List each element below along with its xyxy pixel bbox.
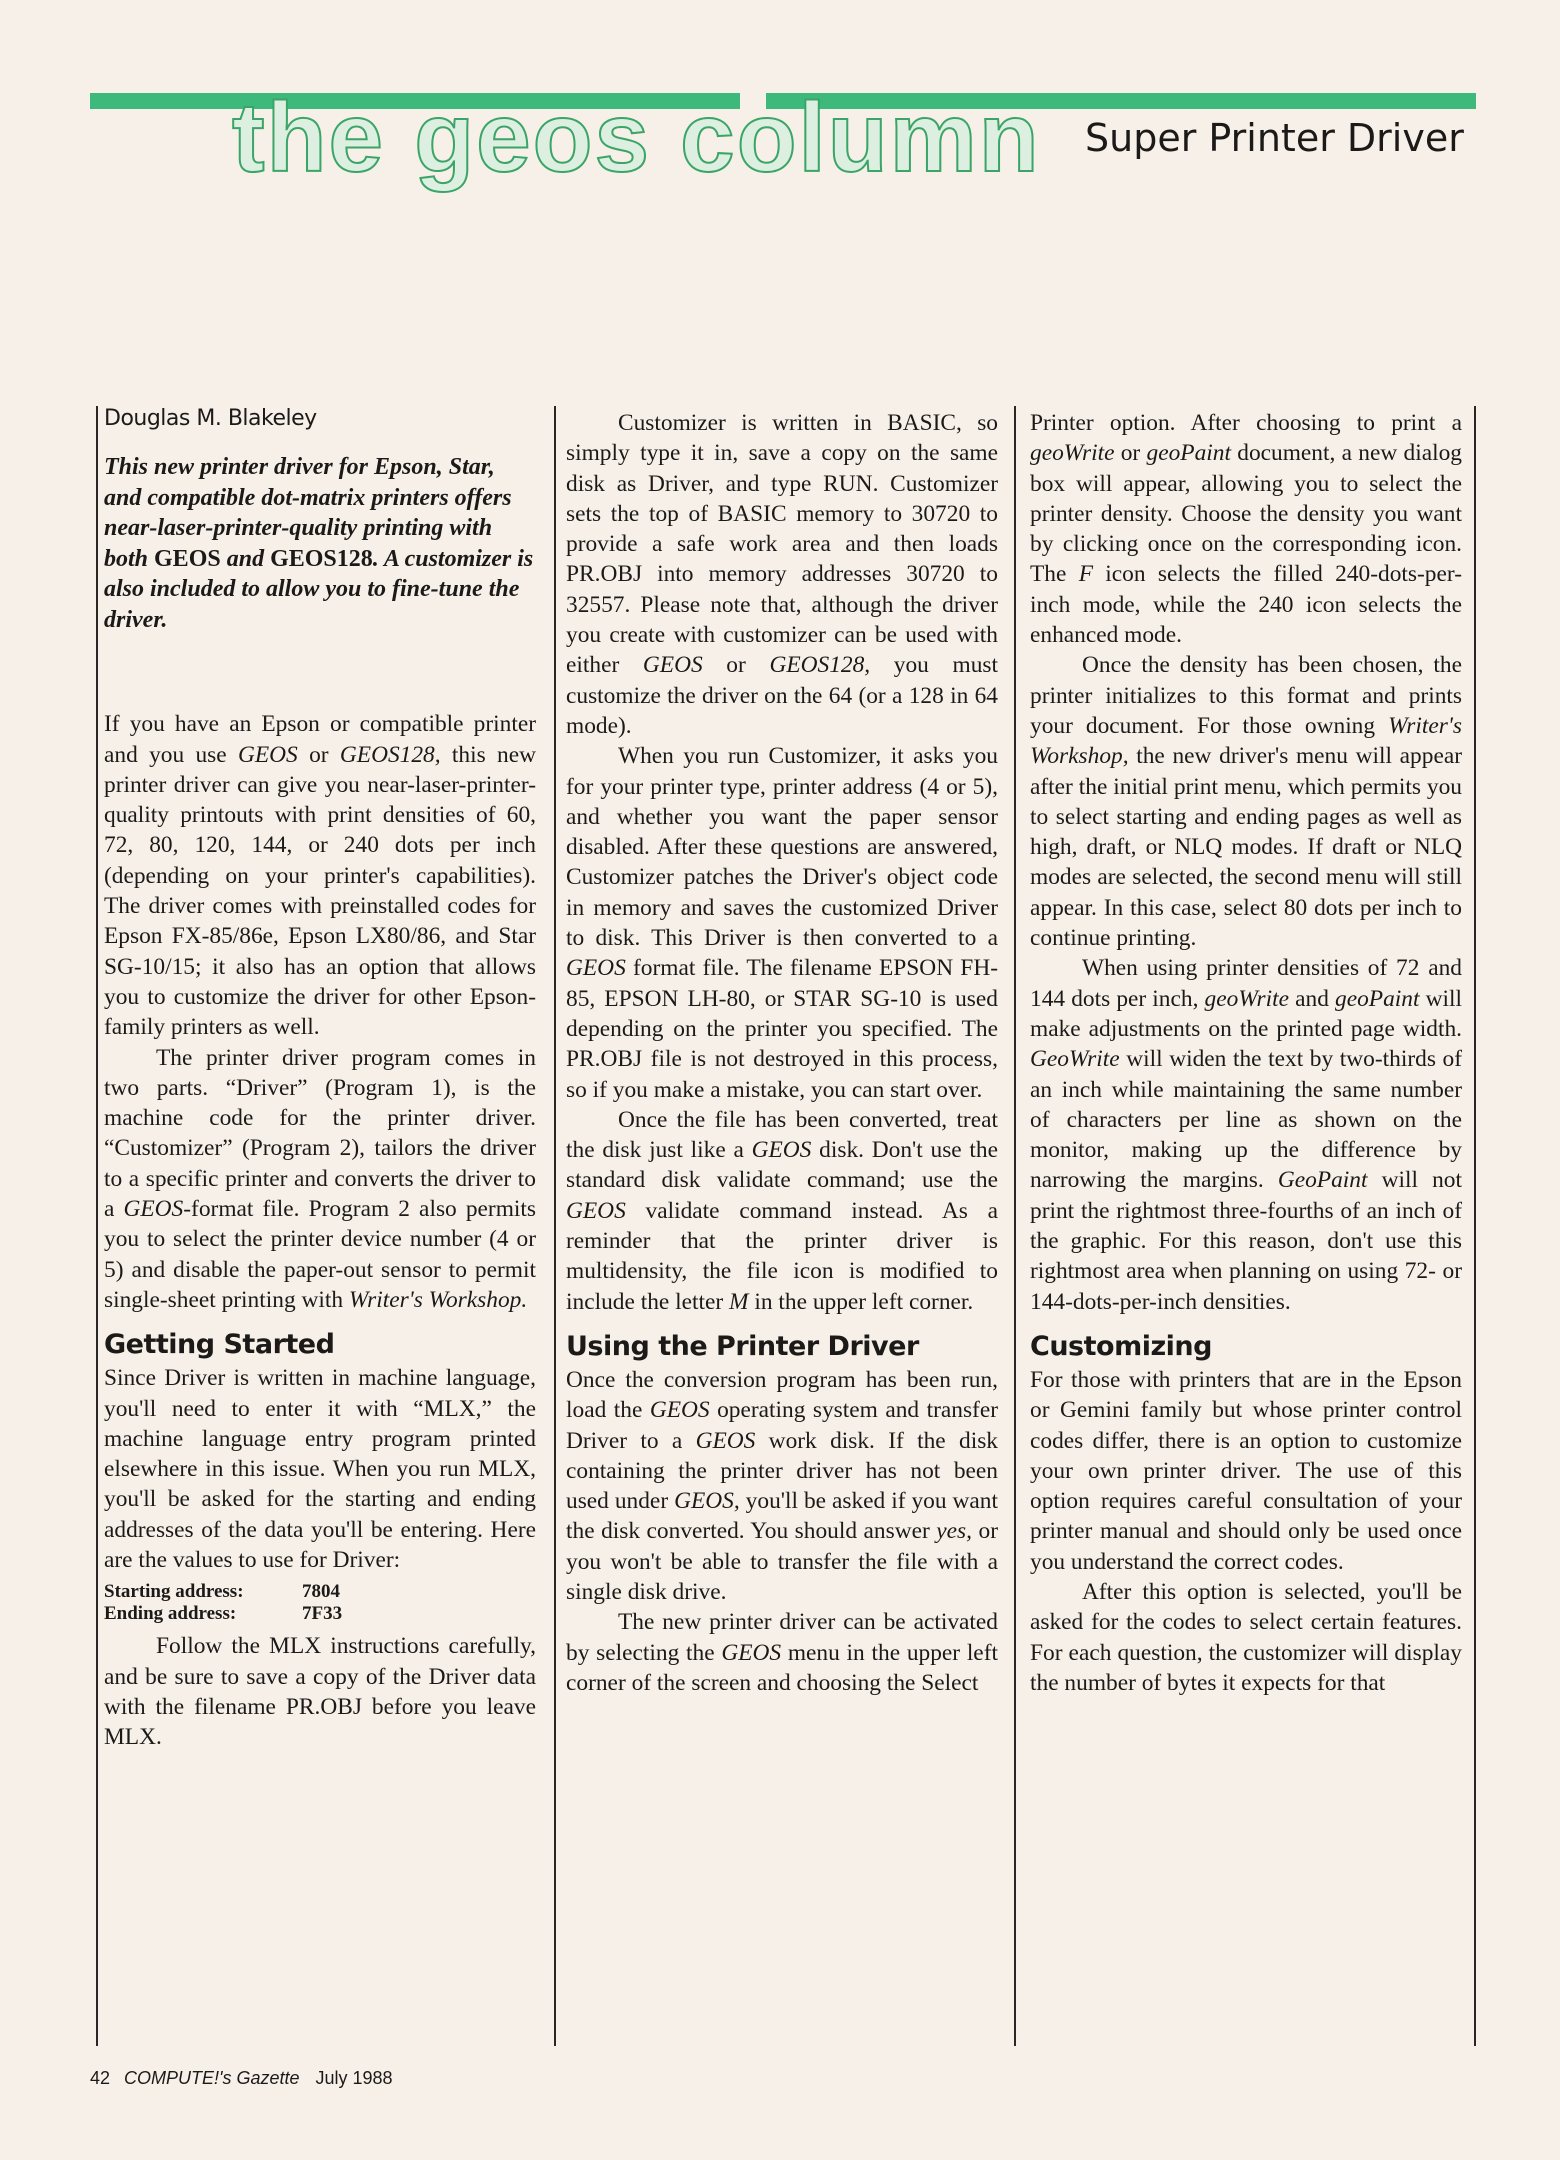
text-run: geoWrite xyxy=(1204,985,1289,1012)
text-run: GeoWrite xyxy=(1030,1046,1120,1073)
text-run: this new printer driver can give you near-laser-printer-quality printouts with print densities of 60, 72, 80, 120, 144, or 240 dots per inch (depending on your printer's capabilities). The driver comes with preinstalled codes for Epson FX-85/86e, Epson LX80/86, and Star SG-10/15; it also has an option that allows you to customize the driver for other Epson-family printers as well. xyxy=(104,741,536,1041)
text-run: . A customizer is also included to allow you to fine-tune the driver. xyxy=(104,545,534,633)
address-label: Starting address: xyxy=(104,1581,244,1603)
text-run: -format file. Program 2 also permits you to select the printer device number (4 or 5) and disable the paper-out sensor to permit single-sheet printing with xyxy=(104,1196,536,1313)
text-run: If you have an Epson or compatible printer and you use xyxy=(104,711,536,768)
address-label: Ending address: xyxy=(104,1603,237,1625)
paragraph xyxy=(104,1363,536,1575)
paragraph xyxy=(566,741,998,1105)
text-run: GEOS xyxy=(721,1639,782,1666)
text-run: will make adjustments on the printed page width. xyxy=(1030,985,1462,1042)
address-row xyxy=(104,1581,536,1603)
section-heading: Customizing xyxy=(1030,1330,1212,1362)
text-run: Once the file has been converted, treat the disk just like a xyxy=(566,1106,998,1164)
column-title: the geos column xyxy=(232,82,1041,192)
text-run: or xyxy=(297,741,340,768)
page-footer xyxy=(90,2068,393,2089)
text-run: in the upper left corner. xyxy=(748,1288,974,1315)
text-run: For those with printers that are in the Epson or Gemini family but whose printer control codes differ, there is an option to customize your own printer driver. The use of this option requires careful consultation of your printer manual and should only be used once you understand the correct codes. xyxy=(1030,1366,1462,1575)
text-run: will widen the text by two-thirds of an inch while maintaining the same number of characters per line as shown on the monitor, making up the difference by narrowing the margins. xyxy=(1030,1046,1462,1194)
text-run: GEOS xyxy=(649,1397,710,1424)
text-run: or xyxy=(702,652,770,679)
section-heading: Getting Started xyxy=(104,1329,335,1361)
text-run: GEOS xyxy=(751,1137,812,1164)
address-value: 7F33 xyxy=(302,1603,343,1625)
column-rule-right xyxy=(1474,406,1476,2046)
text-run: When you run Customizer, it asks you for your printer type, printer address (4 or 5), and whether you want the paper sensor disabled. After these questions are answered, Customizer patches the Driver's object code in memory and saves the customized Driver to disk. This Driver is then converted to a xyxy=(566,743,998,952)
text-run: After this option is selected, you'll be asked for the codes to select certain features. For each question, the customizer will display the number of bytes it expects for that xyxy=(1030,1578,1462,1696)
text-run: geoWrite xyxy=(1030,440,1115,467)
paragraph xyxy=(566,1607,998,1698)
text-run: This new printer driver for Epson, Star, and compatible dot-matrix printers offers near-laser-printer-quality printing with both xyxy=(104,454,512,572)
text-run: work disk. If the disk containing the printer driver has not been used under xyxy=(566,1427,998,1515)
text-run: you must customize the driver on the 64 (or a 128 in 64 mode). xyxy=(566,652,998,739)
text-run: validate command instead. As a reminder that the printer driver is multidensity, the file icon is modified to include the letter xyxy=(566,1197,998,1315)
text-run: M xyxy=(729,1288,749,1315)
paragraph xyxy=(566,1365,998,1607)
paragraph xyxy=(104,1631,536,1752)
column-3 xyxy=(1030,408,1462,1698)
address-value: 7804 xyxy=(302,1581,340,1603)
text-run: icon selects the filled 240-dots-per-inch mode, while the 240 icon selects the enhanced mode. xyxy=(1030,561,1462,649)
text-run: GEOS xyxy=(237,741,298,768)
paragraph xyxy=(1030,408,1462,650)
magazine-name: COMPUTE!'s Gazette xyxy=(124,2068,300,2088)
text-run: operating system and transfer Driver to a xyxy=(566,1397,999,1454)
text-run: you'll be asked if you want the disk converted. You should answer xyxy=(566,1488,999,1545)
text-run: The new printer driver can be activated by selecting the xyxy=(566,1609,998,1666)
text-run: document, a new dialog box will appear, allowing you to select the printer density. Choose the density you want by clicking once on the corresponding icon. The xyxy=(1030,440,1463,588)
column-rule-left xyxy=(96,406,98,2046)
text-run: will not print the rightmost three-fourths of an inch of the graphic. For this reason, don't use this rightmost area when planning on using 72- or 144-dots-per-inch densities. xyxy=(1030,1167,1462,1315)
text-run: GEOS128 xyxy=(270,545,373,572)
text-run: the new driver's menu will appear after the initial print menu, which permits you to select starting and ending pages as well as high, draft, or NLQ modes. If draft or NLQ modes are selected, the second menu will still appear. In this case, select 80 dots per inch to continue printing. xyxy=(1030,743,1462,952)
byline: Douglas M. Blakeley xyxy=(104,406,317,431)
paragraph xyxy=(1030,1577,1462,1698)
text-run: Once the density has been chosen, the printer initializes to this format and prints your document. For those owning xyxy=(1030,652,1462,739)
text-run: The printer driver program comes in two parts. “Driver” (Program 1), is the machine code for the printer driver. “Customizer” (Program 2), tailors the driver to a specific printer and converts the driver to a xyxy=(104,1044,536,1223)
text-run: and xyxy=(220,545,271,572)
text-run: Follow the MLX instructions carefully, and be sure to save a copy of the Driver data with the filename PR.OBJ before you leave MLX. xyxy=(104,1633,536,1751)
text-run: geoPaint xyxy=(1146,440,1231,467)
text-run: menu in the upper left corner of the screen and choosing the Select xyxy=(566,1639,998,1696)
text-run: Writer's Workshop, xyxy=(1030,712,1462,770)
text-run: GeoPaint xyxy=(1277,1167,1368,1194)
text-run: GEOS xyxy=(566,955,626,982)
paragraph xyxy=(1030,650,1462,953)
text-run: GEOS xyxy=(154,545,221,572)
text-run: yes, xyxy=(936,1518,973,1545)
text-run: GEOS xyxy=(566,1197,626,1224)
text-run: Printer option. After choosing to print a xyxy=(1030,410,1462,436)
text-run: or xyxy=(1114,440,1147,467)
text-run: GEOS xyxy=(642,652,703,679)
paragraph xyxy=(1030,953,1462,1317)
text-run: GEOS, xyxy=(674,1488,740,1515)
text-run: GEOS128, xyxy=(769,652,871,679)
paragraph xyxy=(1030,1365,1462,1577)
issue-date: July 1988 xyxy=(315,2068,393,2088)
paragraph xyxy=(566,1105,998,1317)
page-number: 42 xyxy=(90,2068,111,2088)
article-title: Super Printer Driver xyxy=(1085,116,1464,160)
column-3-body xyxy=(1030,408,1462,1698)
column-rule-1-2 xyxy=(554,406,556,2046)
text-run: GEOS xyxy=(695,1427,756,1454)
text-run: Since Driver is written in machine language, you'll need to enter it with “MLX,” the machine language entry program printed elsewhere in this issue. When you run MLX, you'll be asked for the starting and ending addresses of the data you'll be entering. Here are the values to use for Driver: xyxy=(104,1365,536,1574)
text-run: GEOS128, xyxy=(339,741,441,768)
column-1 xyxy=(104,404,536,1753)
text-run: format file. The filename EPSON FH-85, EPSON LH-80, or STAR SG-10 is used depending on the printer you specified. The PR.OBJ file is not destroyed in this process, so if you make a mistake, you can start over. xyxy=(566,955,998,1103)
section-heading: Using the Printer Driver xyxy=(566,1330,919,1362)
column-1-body xyxy=(104,709,536,1752)
paragraph xyxy=(104,709,536,1042)
text-run: Once the conversion program has been run, load the xyxy=(566,1366,998,1424)
text-run: geoPaint xyxy=(1335,985,1420,1012)
text-run: or you won't be able to transfer the file with a single disk drive. xyxy=(566,1518,998,1605)
column-rule-2-3 xyxy=(1014,406,1016,2046)
address-row xyxy=(104,1603,536,1625)
text-run: Customizer is written in BASIC, so simply type it in, save a copy on the same disk as Driver, and type RUN. Customizer sets the top of BASIC memory to 30720 to provide a safe work area and then loads PR.OBJ into memory addresses 30720 to 32557. Please note that, although the driver you create with customizer can be used with either xyxy=(566,410,998,679)
paragraph xyxy=(566,408,998,741)
address-table xyxy=(104,1581,536,1625)
text-run: GEOS xyxy=(123,1196,184,1223)
column-2 xyxy=(566,408,998,1698)
text-run: When using printer densities of 72 and 144 dots per inch, xyxy=(1030,955,1462,1012)
text-run: Writer's Workshop. xyxy=(348,1286,528,1313)
column-2-body xyxy=(566,408,998,1698)
text-run: disk. Don't use the standard disk validate command; use the xyxy=(566,1137,999,1194)
intro-deck xyxy=(104,452,536,635)
text-run: and xyxy=(1289,985,1336,1012)
text-run: F xyxy=(1078,561,1093,588)
paragraph xyxy=(104,1043,536,1316)
